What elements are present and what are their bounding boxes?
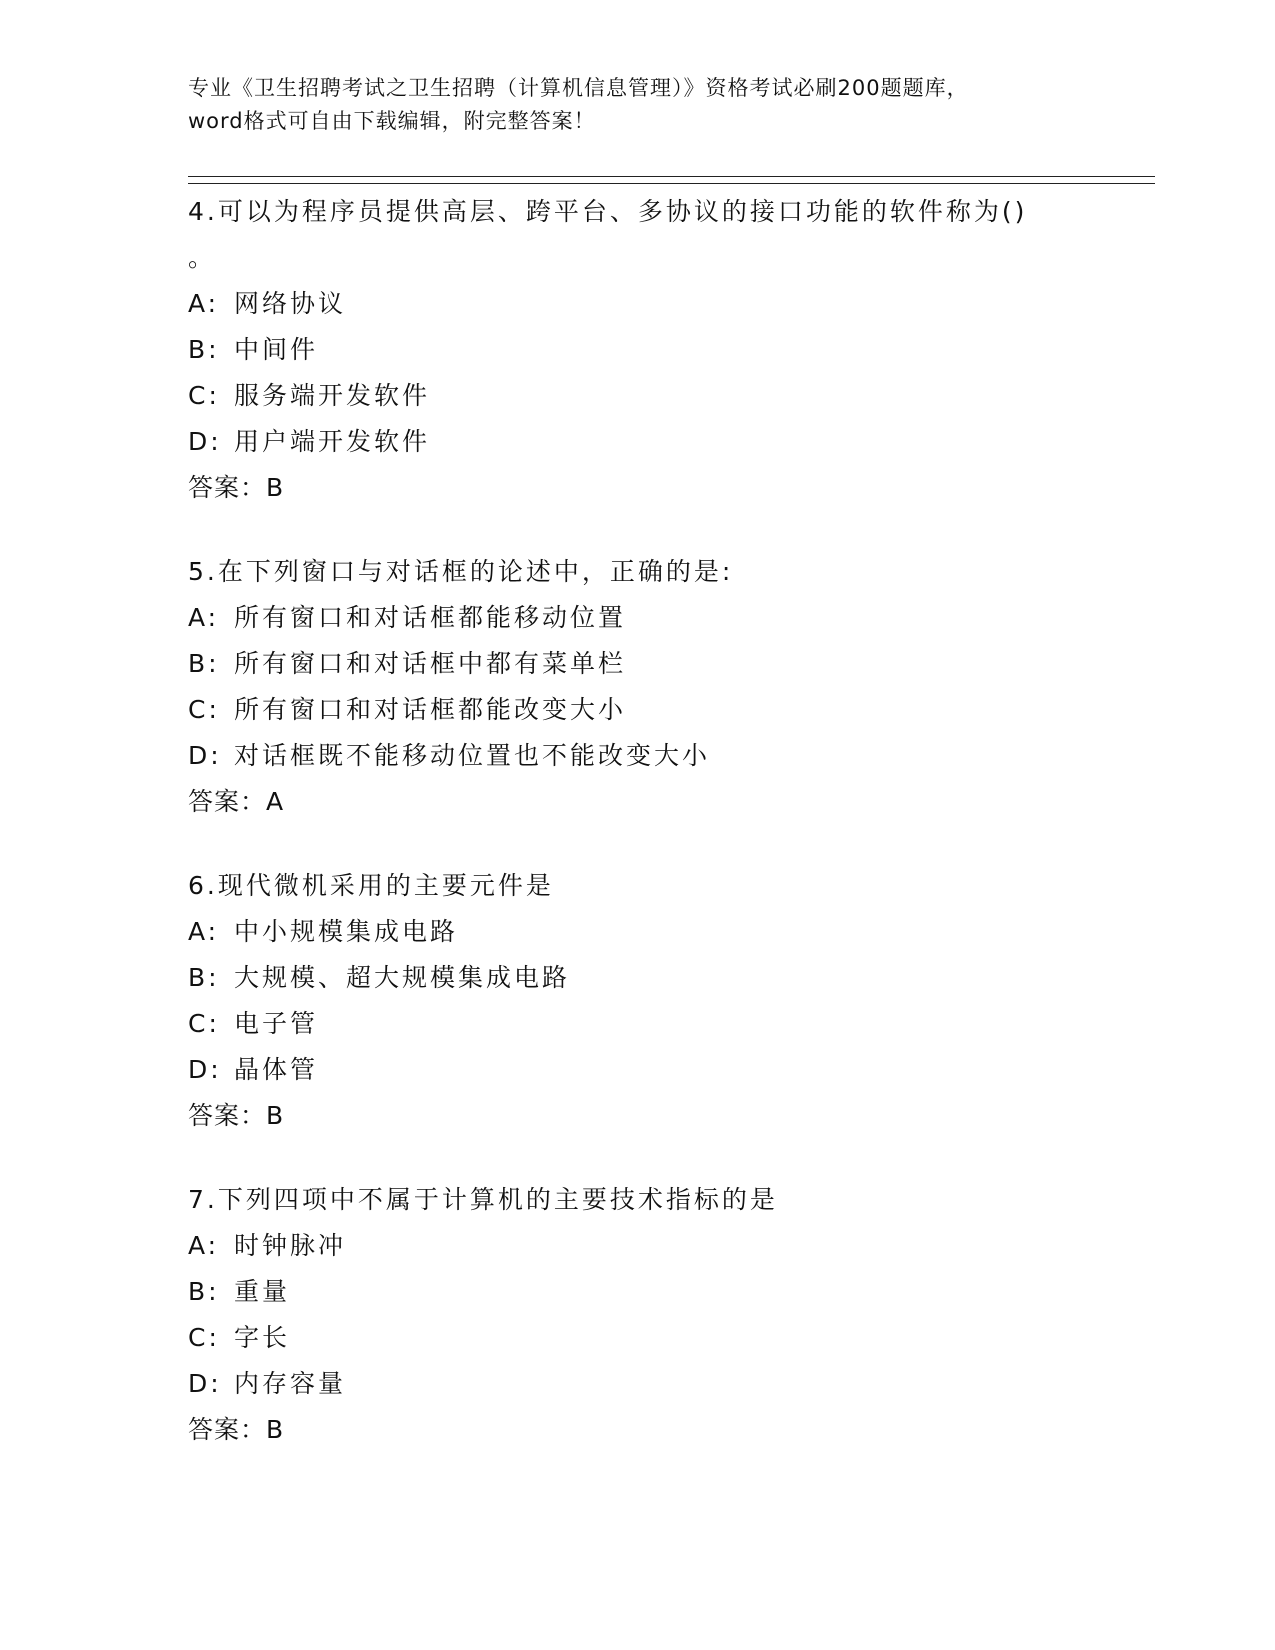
option-text: 字长: [234, 1323, 291, 1352]
option-key: D:: [188, 427, 222, 456]
option-d: [188, 1047, 1148, 1093]
option-a: [188, 281, 1148, 327]
option-text: 对话框既不能移动位置也不能改变大小: [234, 741, 711, 770]
option-key: C:: [188, 1009, 220, 1038]
option-key: C:: [188, 1323, 220, 1352]
option-text: 所有窗口和对话框都能改变大小: [234, 695, 627, 724]
option-text: 晶体管: [234, 1055, 319, 1084]
question-stem: 4.可以为程序员提供高层、跨平台、多协议的接口功能的软件称为(): [188, 197, 1028, 226]
option-c: [188, 687, 1148, 733]
option-d: [188, 1361, 1148, 1407]
question-7: [188, 1177, 1148, 1453]
option-c: [188, 373, 1148, 419]
option-text: 内存容量: [234, 1369, 347, 1398]
answer-line: 答案：B: [188, 1101, 285, 1130]
option-b: [188, 327, 1148, 373]
question-stem: 5.在下列窗口与对话框的论述中，正确的是:: [188, 557, 734, 586]
option-key: C:: [188, 695, 220, 724]
option-text: 中小规模集成电路: [234, 917, 459, 946]
question-6: [188, 863, 1148, 1139]
option-c: [188, 1315, 1148, 1361]
question-stem: 6.现代微机采用的主要元件是: [188, 871, 554, 900]
option-key: A:: [188, 1231, 220, 1260]
header-line-1: 专业《卫生招聘考试之卫生招聘（计算机信息管理）》资格考试必刷200题题库，: [188, 76, 969, 100]
option-b: [188, 1269, 1148, 1315]
option-d: [188, 419, 1148, 465]
option-key: B:: [188, 963, 220, 992]
option-key: D:: [188, 1055, 222, 1084]
option-key: C:: [188, 381, 220, 410]
option-d: [188, 733, 1148, 779]
question-5: [188, 549, 1148, 825]
option-text: 服务端开发软件: [234, 381, 431, 410]
option-b: [188, 955, 1148, 1001]
option-key: B:: [188, 649, 220, 678]
option-text: 所有窗口和对话框都能移动位置: [234, 603, 627, 632]
option-a: [188, 595, 1148, 641]
option-text: 用户端开发软件: [234, 427, 431, 456]
option-a: [188, 1223, 1148, 1269]
option-text: 重量: [234, 1277, 291, 1306]
option-a: [188, 909, 1148, 955]
option-text: 所有窗口和对话框中都有菜单栏: [234, 649, 627, 678]
option-key: A:: [188, 289, 220, 318]
option-c: [188, 1001, 1148, 1047]
answer-line: 答案：A: [188, 787, 285, 816]
option-text: 时钟脉冲: [234, 1231, 347, 1260]
option-text: 中间件: [234, 335, 319, 364]
option-b: [188, 641, 1148, 687]
option-text: 网络协议: [234, 289, 347, 318]
option-key: B:: [188, 1277, 220, 1306]
option-key: A:: [188, 917, 220, 946]
header-divider-top: [188, 176, 1155, 177]
option-key: B:: [188, 335, 220, 364]
header-line-2: word格式可自由下载编辑，附完整答案！: [188, 109, 596, 133]
option-key: A:: [188, 603, 220, 632]
answer-line: 答案：B: [188, 1415, 285, 1444]
header-divider-bottom: [188, 183, 1155, 184]
question-4: [188, 189, 1148, 511]
option-text: 电子管: [234, 1009, 319, 1038]
option-key: D:: [188, 741, 222, 770]
answer-line: 答案：B: [188, 473, 285, 502]
document-header: [188, 72, 1088, 138]
option-key: D:: [188, 1369, 222, 1398]
question-stem: 7.下列四项中不属于计算机的主要技术指标的是: [188, 1185, 778, 1214]
question-stem-continuation: 。: [188, 243, 214, 272]
question-list: [188, 189, 1148, 1491]
option-text: 大规模、超大规模集成电路: [234, 963, 571, 992]
